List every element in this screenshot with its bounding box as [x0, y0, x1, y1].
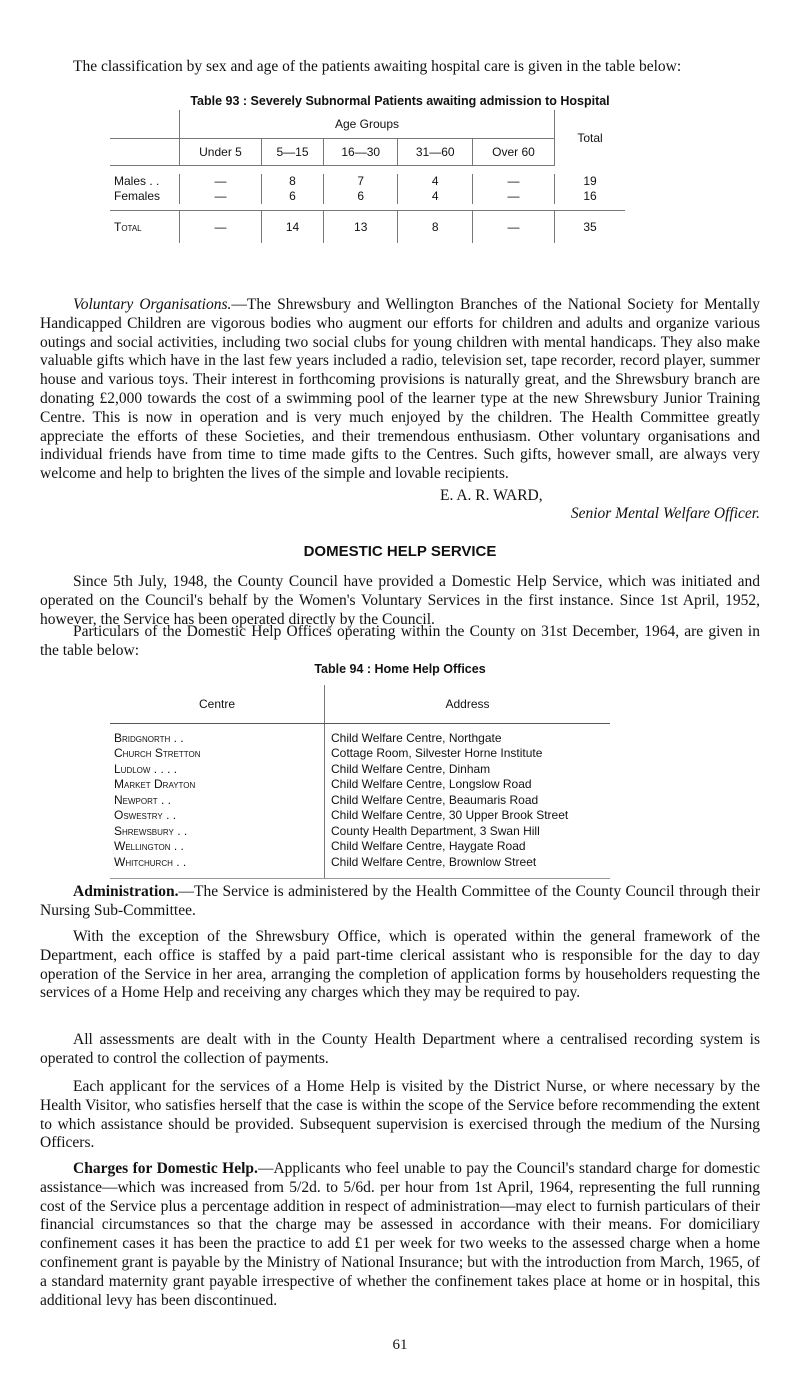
total-row: Total — 14 13 8 — 35	[110, 210, 625, 243]
col-header: Under 5	[180, 139, 262, 166]
admin-paragraph	[40, 883, 760, 921]
charges-paragraph	[40, 1160, 760, 1310]
table-row: Newport . . Child Welfare Centre, Beaumaris Road	[110, 792, 610, 808]
table-94	[110, 685, 610, 879]
dhs-paragraph-1: Since 5th July, 1948, the County Council have provided a Domestic Help Service, which was initiated and operated on the Council's behalf by the Women's Voluntary Services in the first instance. Since 1st April, 1952, however, the Service has been operated directly by the Council.	[40, 573, 760, 628]
signature-name: E. A. R. WARD,	[440, 487, 543, 504]
exception-paragraph: With the exception of the Shrewsbury Office, which is operated within the general framework of the Department, each office is staffed by a paid part-time clerical assistant who is responsible for the day to day operation of the Service in her area, arranging the completion of application forms by householders requesting the services of a Home Help and receiving any charges which they may be required to pay.	[40, 928, 760, 1002]
voluntary-title: Voluntary Organisations.	[73, 296, 232, 313]
table-93	[110, 110, 625, 243]
table-row: Males . . — 8 7 4 — 19	[110, 174, 625, 189]
row-label: Females	[114, 189, 161, 203]
charges-title: Charges for Domestic Help.	[73, 1160, 258, 1177]
table-row: Oswestry . . Child Welfare Centre, 30 Upper Brook Street	[110, 808, 610, 824]
row-label: Males . .	[114, 174, 160, 188]
address-header: Address	[325, 685, 611, 724]
intro-paragraph: The classification by sex and age of the patients awaiting hospital care is given in the table below:	[73, 58, 682, 75]
voluntary-paragraph	[40, 296, 760, 484]
row-label: Total	[110, 210, 180, 243]
centre-header: Centre	[110, 685, 325, 724]
total-header: Total	[555, 110, 626, 166]
table-row: Wellington . . Child Welfare Centre, Haygate Road	[110, 839, 610, 855]
age-groups-header: Age Groups	[180, 110, 555, 139]
table-row: Shrewsbury . . County Health Department, 3 Swan Hill	[110, 823, 610, 839]
dhs-heading: DOMESTIC HELP SERVICE	[303, 543, 497, 560]
col-header: Over 60	[472, 139, 554, 166]
table-row: Whitchurch . . Child Welfare Centre, Brownlow Street	[110, 854, 610, 870]
col-header: 31—60	[398, 139, 473, 166]
dhs-paragraph-2: Particulars of the Domestic Help Offices operating within the County on 31st December, 1964, are given in the table below:	[40, 623, 760, 659]
table-row: Bridgnorth . . Child Welfare Centre, Northgate	[110, 730, 610, 746]
applicant-paragraph: Each applicant for the services of a Home Help is visited by the District Nurse, or where necessary by the Health Visitor, who satisfies herself that the case is within the scope of the Service before recommending the extent to which assistance should be provided. Subsequent supervision is exercised through the medium of the Nursing Officers.	[40, 1078, 760, 1152]
admin-title: Administration.	[73, 883, 179, 900]
voluntary-text: —The Shrewsbury and Wellington Branches of the National Society for Mentally Handicapped Children are vigorous bodies who augment our efforts for children and adults and organize various outings and social activities, including two social clubs for young children with mental handicaps. They also make valuable gifts which have in the last few years included a radio, television set, tape recorder, record player, summer house and various toys. Their interest in forthcoming provisions is naturally great, and the Shrewsbury branch are donating £2,000 towards the cost of a swimming pool of the learner type at the new Shrewsbury Junior Training Centre. This is now in operation and is very much enjoyed by the children. The Health Committee greatly appreciate the efforts of these Societies, and their tremendous enthusiasm. Other voluntary organisations and individual friends have from time to time made gifts to the Centres. Such gifts, however small, are always very welcome and help to brighten the lives of the simple and lovable recipients.	[40, 296, 760, 483]
page-number: 61	[392, 1337, 408, 1353]
signature-title: Senior Mental Welfare Officer.	[570, 505, 760, 522]
table93-caption: Table 93 : Severely Subnormal Patients awaiting admission to Hospital	[190, 94, 610, 108]
table94-caption: Table 94 : Home Help Offices	[314, 662, 486, 676]
assessments-paragraph: All assessments are dealt with in the County Health Department where a centralised recording system is operated to control the collection of payments.	[40, 1031, 760, 1067]
col-header: 16—30	[323, 139, 398, 166]
table-row: Market Drayton Child Welfare Centre, Longslow Road	[110, 777, 610, 793]
charges-text: —Applicants who feel unable to pay the Council's standard charge for domestic assistance—which was increased from 5/2d. to 5/6d. per hour from 1st April, 1964, representing the full running cost of the Service plus a percentage addition in respect of administration—may elect to furnish particulars of their financial circumstances so that the charge may be assessed in accordance with their means. For domiciliary confinement cases it has been the practice to add £1 per week for two weeks to the assessed charge when a home confinement grant is payable by the Ministry of National Insurance; but with the introduction from March, 1965, of a standard maternity grant payable irrespective of whether the confinement takes place at home or in hospital, this additional levy has been discontinued.	[40, 1160, 761, 1309]
col-header: 5—15	[262, 139, 324, 166]
table-row: Ludlow . . . . Child Welfare Centre, Dinham	[110, 761, 610, 777]
table-row: Church Stretton Cottage Room, Silvester Horne Institute	[110, 746, 610, 762]
table-row: Females — 6 6 4 — 16	[110, 189, 625, 204]
admin-text: —The Service is administered by the Health Committee of the County Council through their Nursing Sub-Committee.	[40, 883, 760, 919]
